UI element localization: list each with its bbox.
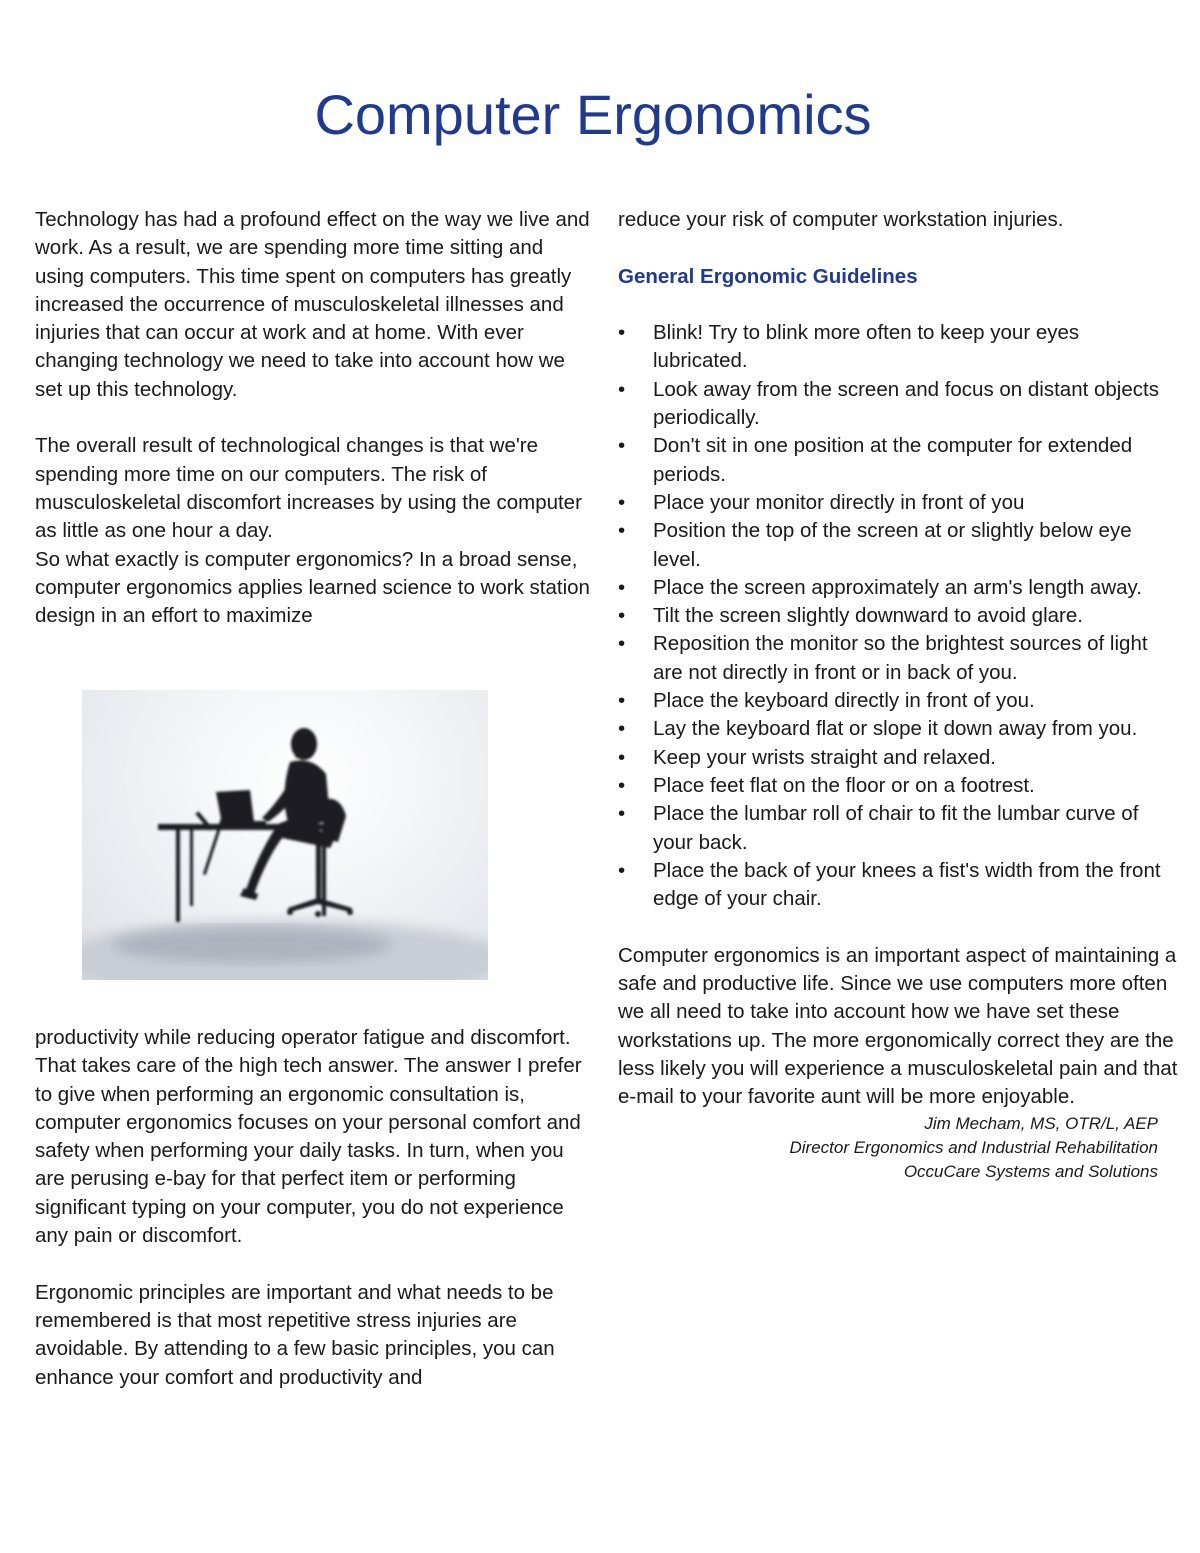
- bullet-icon: •: [618, 717, 626, 741]
- closing-paragraph: Computer ergonomics is an important aspect of maintaining a safe and productive life. Since we use computers more often we all need to take into account how we have set these workstations up. The more ergonomically correct they are the less likely you will experience a musculoskeletal pain and that e-mail to your favorite aunt will be more enjoyable.: [618, 943, 1178, 1109]
- guideline-text: Reposition the monitor so the brightest sources of light are not directly in front or in back of you.: [653, 632, 1148, 684]
- bullet-icon: •: [618, 745, 626, 769]
- body-paragraph: The overall result of technological changes is that we're spending more time on our computers. The risk of musculoskeletal discomfort increases by using the computer as little as one hour a day.: [35, 434, 582, 543]
- guideline-item: [618, 517, 1178, 574]
- guideline-item: [618, 772, 1178, 800]
- paragraph-gap: [618, 913, 1178, 941]
- bullet-icon: •: [618, 689, 626, 713]
- intro-paragraph: Technology has had a profound effect on the way we live and work. As a result, we are spending more time sitting and using computers. This time spent on computers has greatly increased the occurrence of musculoskeletal illnesses and injuries that can occur at work and at home. With ever changing technology we need to take into account how we set up this technology.: [35, 208, 590, 401]
- bullet-icon: •: [618, 377, 626, 401]
- paragraph-gap: [35, 1250, 595, 1278]
- guideline-item: [618, 800, 1178, 857]
- guideline-item: [618, 432, 1178, 489]
- guideline-text: Look away from the screen and focus on distant objects periodically.: [653, 377, 1159, 430]
- guideline-text: Don't sit in one position at the computer for extended periods.: [653, 434, 1133, 486]
- guideline-item: [618, 319, 1178, 376]
- guideline-text: Keep your wrists straight and relaxed.: [653, 745, 996, 769]
- left-column-top: [35, 206, 595, 630]
- guideline-item: [618, 715, 1178, 743]
- guideline-text: Lay the keyboard flat or slope it down away from you.: [653, 717, 1138, 741]
- guideline-item: [618, 744, 1178, 772]
- author-role: Director Ergonomics and Industrial Rehabilitation: [789, 1137, 1158, 1157]
- body-paragraph: So what exactly is computer ergonomics? In a broad sense, computer ergonomics applies learned science to work station design in an effort to maximize: [35, 547, 590, 628]
- bullet-icon: •: [618, 575, 626, 599]
- bullet-icon: •: [618, 434, 626, 458]
- continuation-text: reduce your risk of computer workstation injuries.: [618, 208, 1064, 231]
- woman-at-desk-illustration: [82, 690, 488, 980]
- bullet-icon: •: [618, 604, 626, 628]
- guideline-item: [618, 602, 1178, 630]
- guideline-text: Place your monitor directly in front of you: [653, 490, 1025, 514]
- bullet-icon: •: [618, 321, 626, 345]
- author-signature: [618, 1112, 1158, 1184]
- bullet-icon: •: [618, 858, 626, 882]
- paragraph-gap: [618, 234, 1178, 262]
- body-paragraph: productivity while reducing operator fatigue and discomfort. That takes care of the high tech answer. The answer I prefer to give when performing an ergonomic consultation is, computer ergonomics focuses on your personal comfort and safety when performing your daily tasks. In turn, when you are perusing e-bay for that perfect item or performing significant typing on your computer, you do not experience any pain or discomfort.: [35, 1026, 582, 1248]
- guideline-item: [618, 574, 1178, 602]
- guideline-text: Place feet flat on the floor or on a footrest.: [653, 773, 1035, 797]
- guidelines-heading: General Ergonomic Guidelines: [618, 264, 918, 288]
- guideline-item: [618, 376, 1178, 433]
- author-organization: OccuCare Systems and Solutions: [903, 1161, 1158, 1181]
- bullet-icon: •: [618, 773, 626, 797]
- body-paragraph: Ergonomic principles are important and what needs to be remembered is that most repetitive stress injuries are avoidable. By attending to a few basic principles, you can enhance your comfort and productivity and: [35, 1280, 555, 1389]
- paragraph-gap: [618, 291, 1178, 319]
- guideline-item: [618, 489, 1178, 517]
- guidelines-list: [618, 319, 1178, 913]
- guideline-text: Tilt the screen slightly downward to avoid glare.: [653, 604, 1083, 628]
- bullet-icon: •: [618, 632, 626, 656]
- guideline-text: Place the screen approximately an arm's length away.: [653, 575, 1142, 599]
- left-column-bottom: [35, 1024, 595, 1392]
- bullet-icon: •: [618, 490, 626, 514]
- author-name: Jim Mecham, MS, OTR/L, AEP: [924, 1113, 1158, 1133]
- guideline-text: Place the back of your knees a fist's width from the front edge of your chair.: [653, 858, 1161, 911]
- guideline-item: [618, 687, 1178, 715]
- silhouette-photo: [82, 690, 488, 980]
- guideline-text: Blink! Try to blink more often to keep your eyes lubricated.: [653, 321, 1080, 373]
- page-title: Computer Ergonomics: [314, 83, 872, 146]
- guideline-text: Position the top of the screen at or slightly below eye level.: [653, 519, 1132, 571]
- bullet-icon: •: [618, 519, 626, 543]
- guideline-item: [618, 857, 1178, 914]
- guideline-text: Place the keyboard directly in front of you.: [653, 689, 1035, 713]
- paragraph-gap: [35, 404, 595, 432]
- bullet-icon: •: [618, 802, 626, 826]
- right-column: [618, 206, 1178, 1184]
- guideline-text: Place the lumbar roll of chair to fit the lumbar curve of your back.: [653, 802, 1139, 854]
- guideline-item: [618, 630, 1178, 687]
